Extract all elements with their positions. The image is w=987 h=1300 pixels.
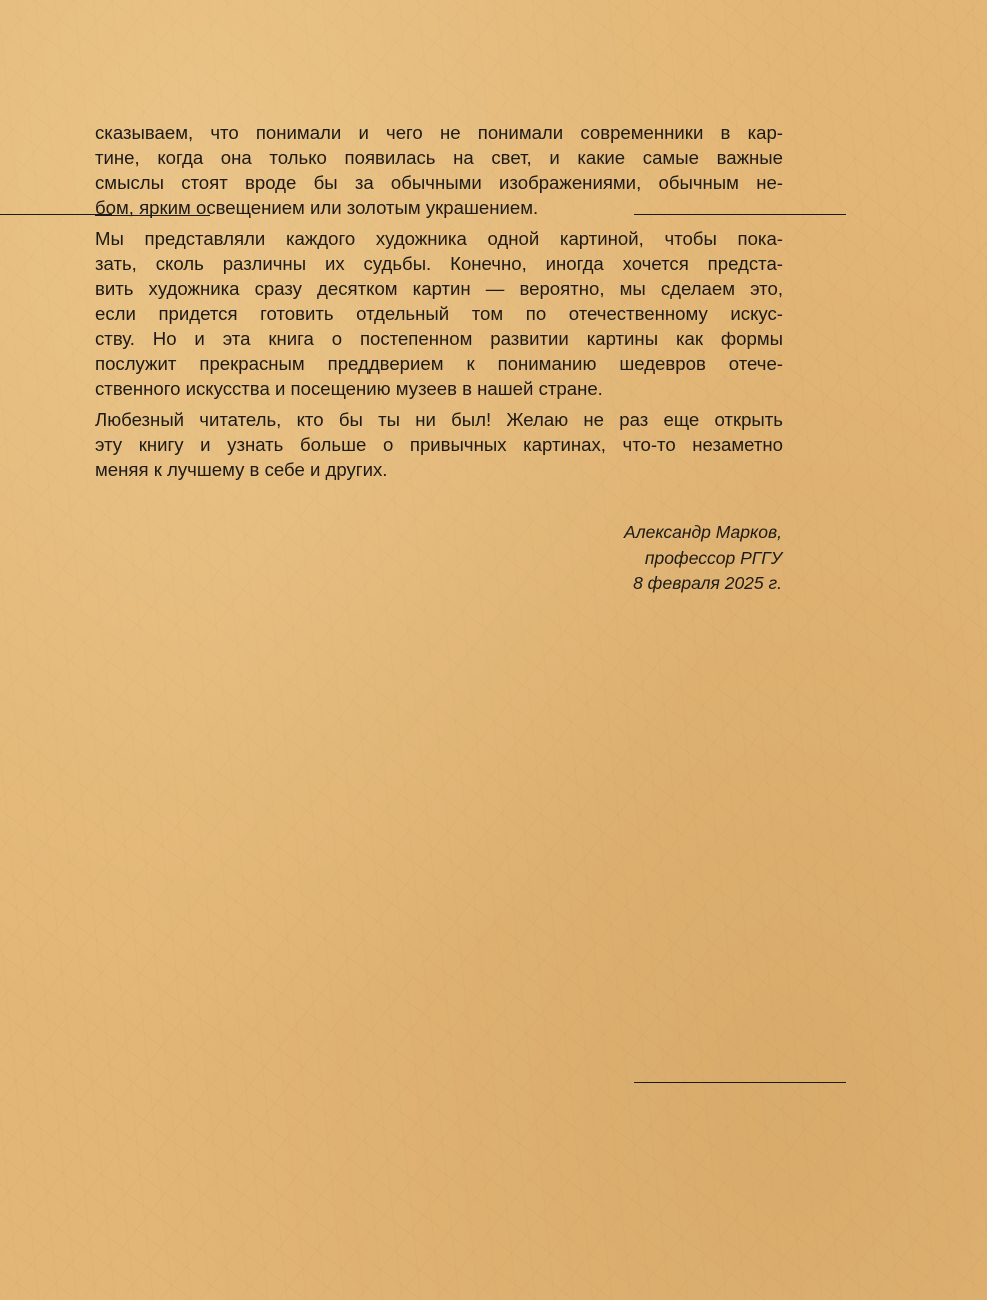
text-line: тине, когда она только появилась на свет, и какие самые важные (95, 147, 783, 168)
text-line: зать, сколь различны их судьбы. Конечно, иногда хочется предста- (95, 253, 783, 274)
text-line: эту книгу и узнать больше о привычных картинах, что-то незаметно (95, 434, 783, 455)
right-decorative-rule-bottom (634, 1082, 846, 1083)
text-line: сказываем, что понимали и чего не понимали современники в кар- (95, 122, 783, 143)
body-text (95, 120, 783, 488)
right-decorative-rule-top (634, 214, 846, 215)
author-name: Александр Марков, (624, 522, 782, 542)
author-title: профессор РГГУ (644, 547, 782, 568)
text-line: если придется готовить отдельный том по отечественному искус- (95, 303, 783, 324)
text-line: послужит прекрасным преддверием к пониманию шедевров отече- (95, 353, 783, 374)
text-line: Любезный читатель, кто бы ты ни был! Желаю не раз еще открыть (95, 409, 783, 430)
text-line: меняя к лучшему в себе и других. (95, 459, 388, 480)
text-line: Мы представляли каждого художника одной картиной, чтобы пока- (95, 228, 783, 249)
paragraph-2 (95, 226, 783, 401)
signature-date: 8 февраля 2025 г. (633, 573, 782, 593)
text-line: ству. Но и эта книга о постепенном развитии картины как формы (95, 328, 783, 349)
text-line: вить художника сразу десятком картин — вероятно, мы сделаем это, (95, 278, 783, 299)
paragraph-1 (95, 120, 783, 220)
text-line: бом, ярким освещением или золотым украшением. (95, 197, 539, 218)
signature-block (624, 520, 782, 597)
text-line: ственного искусства и посещению музеев в нашей стране. (95, 378, 603, 399)
paragraph-3 (95, 407, 783, 482)
text-line: смыслы стоят вроде бы за обычными изображениями, обычным не- (95, 172, 783, 193)
text-underline (95, 215, 210, 216)
